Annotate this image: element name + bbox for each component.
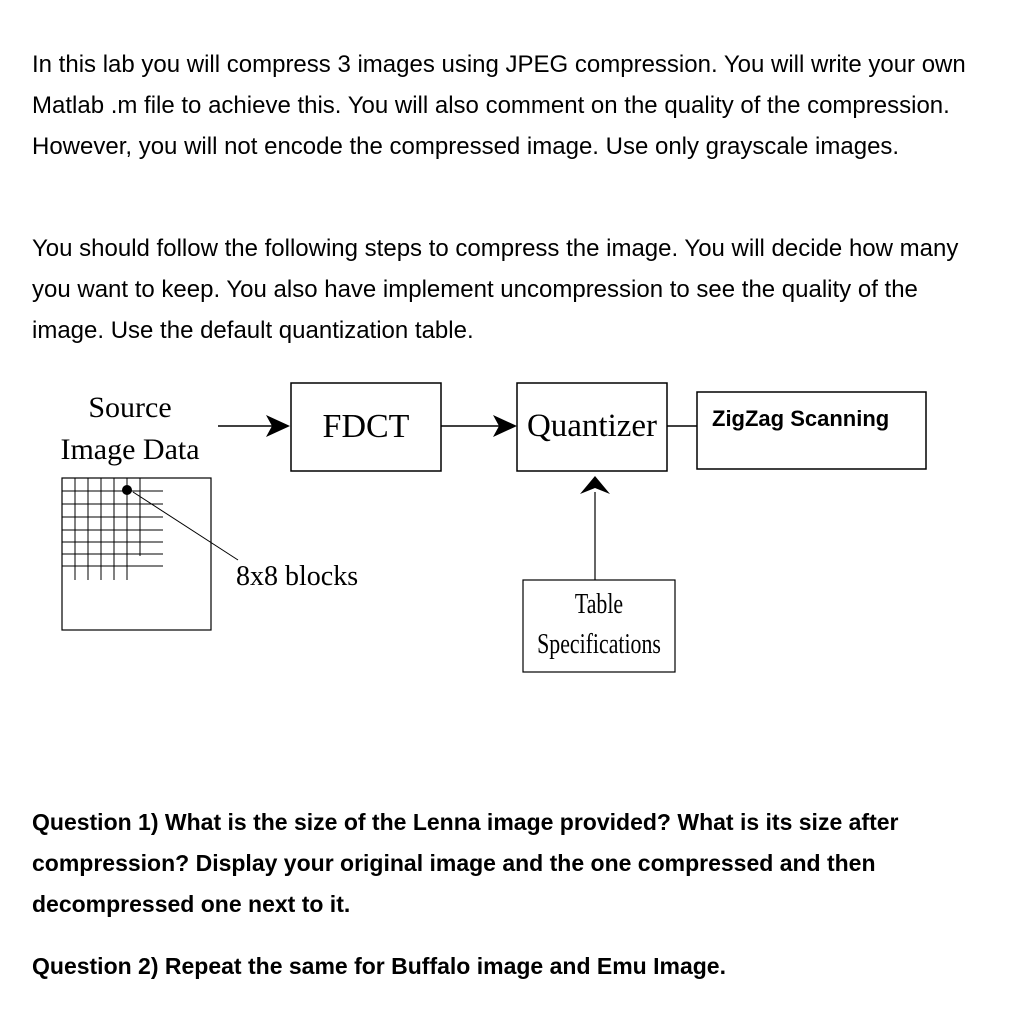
- block-pointer-line: [133, 492, 238, 560]
- arrow-table-to-quantizer: [580, 476, 610, 494]
- sample-pixel-dot: [122, 485, 132, 495]
- intro-paragraph-2: You should follow the following steps to compress the image. You will decide how many you want to keep. You also have implement uncompression to see the quality of the image. Use the default quantization table.: [32, 235, 959, 344]
- table-label-line2: Specifications: [537, 629, 661, 660]
- jpeg-pipeline-diagram: [0, 370, 1024, 690]
- question-2: Question 2) Repeat the same for Buffalo image and Emu Image.: [32, 953, 726, 979]
- block-grid: [62, 478, 163, 580]
- table-specifications-label: [524, 585, 674, 665]
- source-label-line1: Source: [88, 391, 172, 424]
- zigzag-label: ZigZag Scanning: [712, 406, 890, 431]
- source-label-line2: Image Data: [60, 433, 200, 466]
- fdct-label: FDCT: [322, 408, 410, 445]
- intro-paragraph-1: In this lab you will compress 3 images using JPEG compression. You will write your own Matlab .m file to achieve this. You will also comment on the quality of the compression. However, you will not encode the compressed image. Use only grayscale images.: [32, 51, 966, 160]
- source-label: [40, 387, 220, 471]
- table-label-line1: Table: [574, 589, 624, 620]
- question-1: Question 1) What is the size of the Lenna image provided? What is its size after compression? Display your original image and the one compressed and then decompressed one next to it.: [32, 809, 899, 917]
- quantizer-label: Quantizer: [526, 408, 658, 444]
- blocks-label: 8x8 blocks: [236, 561, 359, 592]
